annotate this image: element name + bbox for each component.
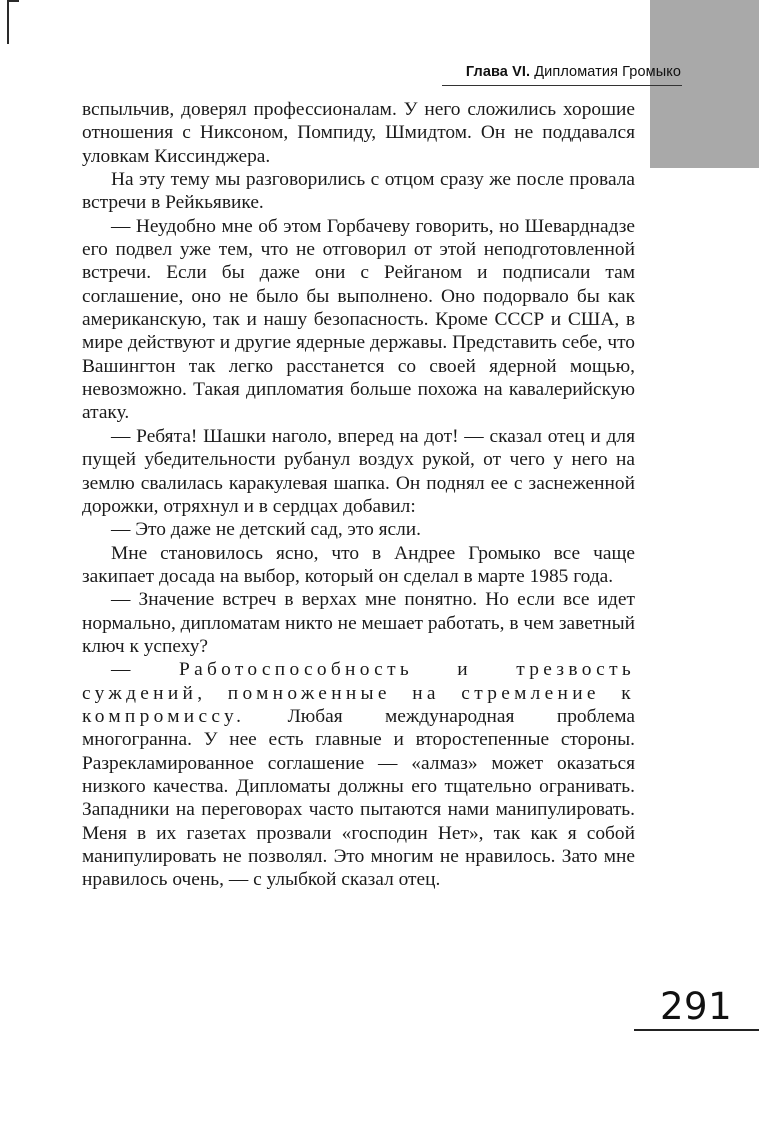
page-number-rule (634, 1029, 759, 1031)
page-number: 291 (660, 985, 733, 1028)
paragraph: — Значение встреч в верхах мне понятно. Но если все идет нормально, дипломатам никто не мешает работать, в чем заветный ключ к успеху? (82, 589, 635, 657)
scan-edge-mark (7, 0, 9, 44)
paragraph: На эту тему мы разговорились с отцом сразу же после провала встречи в Рейкьявике. (82, 169, 635, 214)
paragraph-continued: вспыльчив, доверял профессионалам. У него сложились хорошие отношения с Никсоном, Помпиду, Шмидтом. Он не поддавался уловкам Киссинджера. (82, 99, 635, 167)
chapter-thumb-tab (650, 0, 759, 168)
paragraph: — Это даже не детский сад, это ясли. (111, 519, 422, 541)
running-head-title: Дипломатия Громыко (534, 64, 681, 80)
paragraph: — Ребята! Шашки наголо, вперед на дот! — сказал отец и для пущей убедительности рубанул воздух рукой, от чего у него на землю свалилась каракулевая шапка. Он поднял ее с заснеженной дорожки, отряхнул и в сердцах добавил: (82, 425, 635, 517)
emphasized-quote: — Работоспособность и трезвость суждений, помноженные на стремление к компромиссу. (82, 659, 635, 727)
running-head (466, 64, 681, 80)
running-head-rule (442, 85, 682, 86)
paragraph: Мне становилось ясно, что в Андрее Громыко все чаще закипает досада на выбор, который он сделал в марте 1985 года. (82, 542, 635, 587)
paragraph (82, 658, 635, 891)
paragraph-rest: Любая международная проблема многогранна. У нее есть главные и второстепенные стороны. Разрекламированное соглашение — «алмаз» может оказаться низкого качества. Дипломаты должны его тщательно огранивать. Западники на переговорах часто пытаются нами манипулировать. Меня в их газетах прозвали «господин Нет», так как я собой манипулировать не позволял. Это многим не нравилось. Зато мне нравилось очень, — с улыбкой сказал отец. (82, 705, 635, 891)
scan-edge-tick (7, 0, 19, 2)
body-text (82, 98, 635, 892)
paragraph: — Неудобно мне об этом Горбачеву говорить, но Шеварднадзе его подвел уже тем, что не отговорил от этой неподготовленной встречи. Если бы даже они с Рейганом и подписали там соглашение, оно не было бы выполнено. Оно подорвало бы как американскую, так и нашу безопасность. Кроме СССР и США, в мире действуют и другие ядерные державы. Представить себе, что Вашингтон так легко расстанется со своей ядерной мощью, невозможно. Такая дипломатия больше похожа на кавалерийскую атаку. (82, 215, 635, 424)
running-head-chapter: Глава VI. (465, 64, 531, 80)
